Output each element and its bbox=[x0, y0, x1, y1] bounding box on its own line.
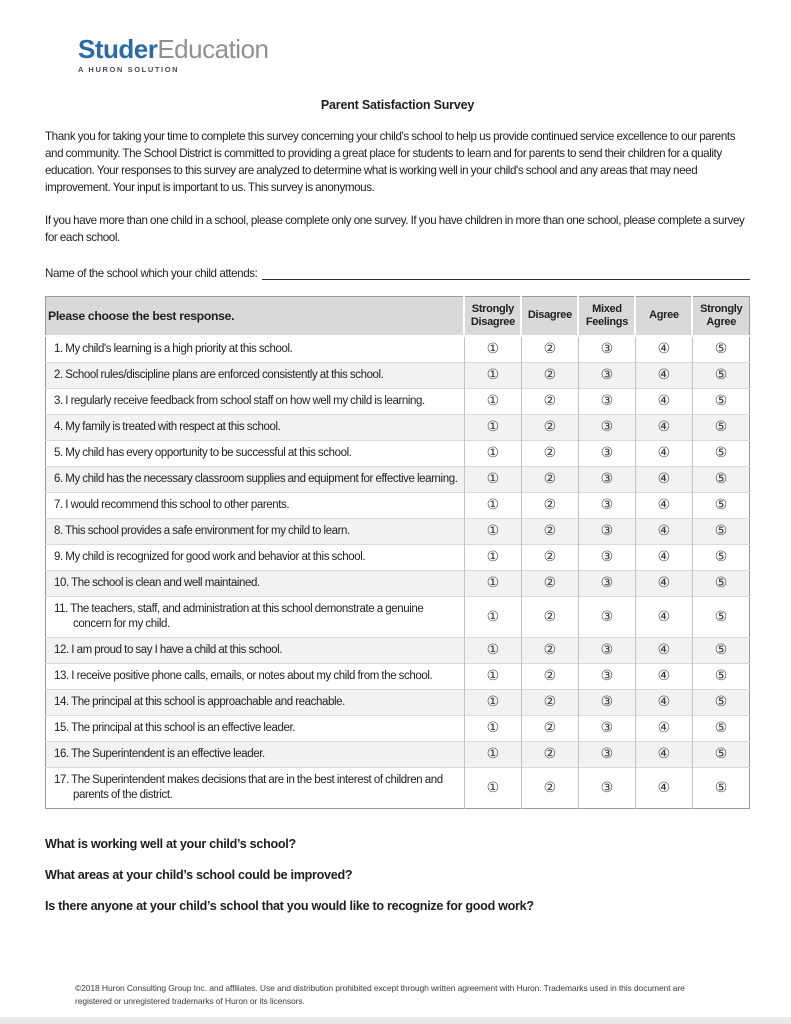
rating-option-4[interactable]: ④ bbox=[635, 414, 692, 440]
rating-option-2[interactable]: ② bbox=[521, 544, 578, 570]
rating-option-1[interactable]: ① bbox=[464, 492, 521, 518]
statement-cell bbox=[46, 440, 465, 466]
rating-option-5[interactable]: ⑤ bbox=[692, 663, 749, 689]
rating-option-5[interactable]: ⑤ bbox=[692, 336, 749, 363]
rating-option-1[interactable]: ① bbox=[464, 440, 521, 466]
statement-text: 2. School rules/discipline plans are enforced consistently at this school. bbox=[54, 368, 384, 381]
rating-option-3[interactable]: ③ bbox=[578, 715, 635, 741]
statement-text: 15. The principal at this school is an effective leader. bbox=[54, 721, 296, 734]
rating-option-5[interactable]: ⑤ bbox=[692, 715, 749, 741]
rating-option-2[interactable]: ② bbox=[521, 596, 578, 637]
logo-suffix-text: Education bbox=[157, 34, 269, 64]
table-row bbox=[46, 440, 750, 466]
statement-cell bbox=[46, 362, 465, 388]
rating-option-1[interactable]: ① bbox=[464, 741, 521, 767]
rating-option-4[interactable]: ④ bbox=[635, 362, 692, 388]
rating-option-3[interactable]: ③ bbox=[578, 414, 635, 440]
statement-cell bbox=[46, 466, 465, 492]
rating-option-3[interactable]: ③ bbox=[578, 689, 635, 715]
rating-option-4[interactable]: ④ bbox=[635, 440, 692, 466]
statement-text: 9. My child is recognized for good work and behavior at this school. bbox=[54, 550, 366, 563]
studer-education-logo bbox=[78, 36, 750, 74]
statement-text: 7. I would recommend this school to other parents. bbox=[54, 498, 290, 511]
table-row bbox=[46, 544, 750, 570]
rating-option-2[interactable]: ② bbox=[521, 362, 578, 388]
intro-paragraph-1: Thank you for taking your time to complete this survey concerning your child's school to help us provide continued service excellence to our parents and community. The School District is committed to providing a great place for students to learn and for parents to send their children for a quality education. Your responses to this survey are analyzed to determine what is working well in your child's school and any areas that may need improvement. Your input is important to us. This survey is anonymous. bbox=[45, 129, 736, 194]
rating-option-4[interactable]: ④ bbox=[635, 388, 692, 414]
table-row bbox=[46, 689, 750, 715]
copyright-footer: ©2018 Huron Consulting Group Inc. and affiliates. Use and distribution prohibited except through written agreement with Huron. Trademarks used in this document are registered or unregistered trademarks of Huron or its licensors. bbox=[75, 983, 685, 1006]
table-row bbox=[46, 741, 750, 767]
rating-option-1[interactable]: ① bbox=[464, 414, 521, 440]
rating-option-2[interactable]: ② bbox=[521, 741, 578, 767]
statement-cell bbox=[46, 336, 465, 363]
statement-cell bbox=[46, 663, 465, 689]
open-question-recognize: Is there anyone at your child’s school that you would like to recognize for good work? bbox=[45, 898, 534, 913]
rating-option-3[interactable]: ③ bbox=[578, 336, 635, 363]
school-name-field bbox=[45, 266, 750, 280]
table-row bbox=[46, 336, 750, 363]
statement-text: 4. My family is treated with respect at this school. bbox=[54, 420, 281, 433]
rating-option-5[interactable]: ⑤ bbox=[692, 767, 749, 808]
rating-option-1[interactable]: ① bbox=[464, 767, 521, 808]
statement-cell bbox=[46, 492, 465, 518]
table-row bbox=[46, 767, 750, 808]
column-header-agree: Agree bbox=[635, 296, 692, 336]
logo-brand-text: Studer bbox=[78, 34, 158, 64]
rating-option-4[interactable]: ④ bbox=[635, 518, 692, 544]
rating-option-4[interactable]: ④ bbox=[635, 336, 692, 363]
statement-text: 8. This school provides a safe environment for my child to learn. bbox=[54, 524, 350, 537]
rating-option-3[interactable]: ③ bbox=[578, 741, 635, 767]
statement-text: 5. My child has every opportunity to be successful at this school. bbox=[54, 446, 352, 459]
rating-option-3[interactable]: ③ bbox=[578, 518, 635, 544]
rating-option-5[interactable]: ⑤ bbox=[692, 492, 749, 518]
rating-option-3[interactable]: ③ bbox=[578, 492, 635, 518]
statement-text: 13. I receive positive phone calls, emails, or notes about my child from the school. bbox=[54, 669, 433, 682]
rating-option-2[interactable]: ② bbox=[521, 689, 578, 715]
intro-paragraph-2: If you have more than one child in a school, please complete only one survey. If you have children in more than one school, please complete a survey for each school. bbox=[45, 213, 745, 244]
rating-option-1[interactable]: ① bbox=[464, 596, 521, 637]
table-row bbox=[46, 362, 750, 388]
statement-text: 17. The Superintendent makes decisions that are in the best interest of children and parents of the district. bbox=[54, 773, 443, 801]
rating-option-4[interactable]: ④ bbox=[635, 492, 692, 518]
column-header-disagree: Disagree bbox=[521, 296, 578, 336]
rating-option-1[interactable]: ① bbox=[464, 544, 521, 570]
rating-option-2[interactable]: ② bbox=[521, 570, 578, 596]
statement-cell bbox=[46, 767, 465, 808]
rating-option-5[interactable]: ⑤ bbox=[692, 570, 749, 596]
open-question-improved: What areas at your child’s school could be improved? bbox=[45, 867, 353, 882]
table-row bbox=[46, 414, 750, 440]
rating-option-5[interactable]: ⑤ bbox=[692, 414, 749, 440]
rating-option-1[interactable]: ① bbox=[464, 637, 521, 663]
rating-option-2[interactable]: ② bbox=[521, 440, 578, 466]
logo-tagline: A HURON SOLUTION bbox=[78, 65, 180, 74]
table-row bbox=[46, 492, 750, 518]
rating-option-1[interactable]: ① bbox=[464, 518, 521, 544]
rating-option-3[interactable]: ③ bbox=[578, 544, 635, 570]
statement-cell bbox=[46, 544, 465, 570]
rating-option-2[interactable]: ② bbox=[521, 466, 578, 492]
rating-option-3[interactable]: ③ bbox=[578, 388, 635, 414]
scan-edge-strip bbox=[0, 1017, 791, 1024]
rating-option-3[interactable]: ③ bbox=[578, 440, 635, 466]
rating-option-5[interactable]: ⑤ bbox=[692, 440, 749, 466]
rating-option-4[interactable]: ④ bbox=[635, 544, 692, 570]
survey-table-body bbox=[46, 336, 750, 809]
column-header-mixed-feelings: Mixed Feelings bbox=[578, 296, 635, 336]
rating-option-2[interactable]: ② bbox=[521, 414, 578, 440]
rating-option-3[interactable]: ③ bbox=[578, 767, 635, 808]
rating-option-3[interactable]: ③ bbox=[578, 637, 635, 663]
rating-option-1[interactable]: ① bbox=[464, 362, 521, 388]
rating-option-5[interactable]: ⑤ bbox=[692, 596, 749, 637]
rating-option-2[interactable]: ② bbox=[521, 336, 578, 363]
rating-option-1[interactable]: ① bbox=[464, 466, 521, 492]
statement-cell bbox=[46, 637, 465, 663]
statement-cell bbox=[46, 689, 465, 715]
school-name-input-line[interactable] bbox=[262, 266, 750, 280]
page-title: Parent Satisfaction Survey bbox=[320, 97, 475, 112]
rating-option-2[interactable]: ② bbox=[521, 388, 578, 414]
statement-text: 12. I am proud to say I have a child at this school. bbox=[54, 643, 283, 656]
column-header-strongly-disagree: Strongly Disagree bbox=[464, 296, 521, 336]
statement-cell bbox=[46, 570, 465, 596]
rating-option-4[interactable]: ④ bbox=[635, 715, 692, 741]
rating-option-5[interactable]: ⑤ bbox=[692, 544, 749, 570]
rating-option-4[interactable]: ④ bbox=[635, 570, 692, 596]
rating-option-1[interactable]: ① bbox=[464, 388, 521, 414]
rating-option-5[interactable]: ⑤ bbox=[692, 637, 749, 663]
rating-option-4[interactable]: ④ bbox=[635, 689, 692, 715]
table-row bbox=[46, 570, 750, 596]
table-header-row bbox=[46, 296, 750, 336]
statement-text: 6. My child has the necessary classroom supplies and equipment for effective learning. bbox=[54, 472, 458, 485]
statement-text: 14. The principal at this school is approachable and reachable. bbox=[54, 695, 345, 708]
statement-cell bbox=[46, 715, 465, 741]
rating-option-4[interactable]: ④ bbox=[635, 741, 692, 767]
rating-option-3[interactable]: ③ bbox=[578, 596, 635, 637]
table-prompt: Please choose the best response. bbox=[46, 296, 465, 336]
rating-option-5[interactable]: ⑤ bbox=[692, 689, 749, 715]
statement-text: 3. I regularly receive feedback from school staff on how well my child is learning. bbox=[54, 394, 425, 407]
rating-option-4[interactable]: ④ bbox=[635, 466, 692, 492]
rating-option-2[interactable]: ② bbox=[521, 767, 578, 808]
statement-cell bbox=[46, 414, 465, 440]
rating-option-1[interactable]: ① bbox=[464, 663, 521, 689]
rating-option-4[interactable]: ④ bbox=[635, 637, 692, 663]
statement-cell bbox=[46, 596, 465, 637]
table-row bbox=[46, 663, 750, 689]
rating-option-1[interactable]: ① bbox=[464, 336, 521, 363]
school-name-label: Name of the school which your child attends: bbox=[45, 266, 258, 280]
rating-option-4[interactable]: ④ bbox=[635, 596, 692, 637]
table-row bbox=[46, 715, 750, 741]
rating-option-2[interactable]: ② bbox=[521, 637, 578, 663]
column-header-strongly-agree: Strongly Agree bbox=[692, 296, 749, 336]
survey-table bbox=[45, 296, 750, 809]
rating-option-2[interactable]: ② bbox=[521, 663, 578, 689]
table-row bbox=[46, 466, 750, 492]
rating-option-3[interactable]: ③ bbox=[578, 466, 635, 492]
rating-option-1[interactable]: ① bbox=[464, 715, 521, 741]
rating-option-1[interactable]: ① bbox=[464, 570, 521, 596]
rating-option-3[interactable]: ③ bbox=[578, 663, 635, 689]
rating-option-2[interactable]: ② bbox=[521, 715, 578, 741]
rating-option-1[interactable]: ① bbox=[464, 689, 521, 715]
statement-cell bbox=[46, 388, 465, 414]
rating-option-3[interactable]: ③ bbox=[578, 362, 635, 388]
rating-option-3[interactable]: ③ bbox=[578, 570, 635, 596]
rating-option-4[interactable]: ④ bbox=[635, 767, 692, 808]
table-row bbox=[46, 596, 750, 637]
rating-option-5[interactable]: ⑤ bbox=[692, 388, 749, 414]
statement-cell bbox=[46, 518, 465, 544]
statement-cell bbox=[46, 741, 465, 767]
rating-option-4[interactable]: ④ bbox=[635, 663, 692, 689]
rating-option-5[interactable]: ⑤ bbox=[692, 518, 749, 544]
statement-text: 1. My child's learning is a high priority at this school. bbox=[54, 342, 293, 355]
table-row bbox=[46, 637, 750, 663]
rating-option-2[interactable]: ② bbox=[521, 492, 578, 518]
table-row bbox=[46, 388, 750, 414]
statement-text: 10. The school is clean and well maintained. bbox=[54, 576, 260, 589]
open-question-working-well: What is working well at your child’s school? bbox=[45, 836, 296, 851]
statement-text: 16. The Superintendent is an effective leader. bbox=[54, 747, 265, 760]
rating-option-5[interactable]: ⑤ bbox=[692, 466, 749, 492]
rating-option-5[interactable]: ⑤ bbox=[692, 741, 749, 767]
statement-text: 11. The teachers, staff, and administration at this school demonstrate a genuine concern for my child. bbox=[54, 602, 424, 630]
rating-option-5[interactable]: ⑤ bbox=[692, 362, 749, 388]
rating-option-2[interactable]: ② bbox=[521, 518, 578, 544]
table-row bbox=[46, 518, 750, 544]
